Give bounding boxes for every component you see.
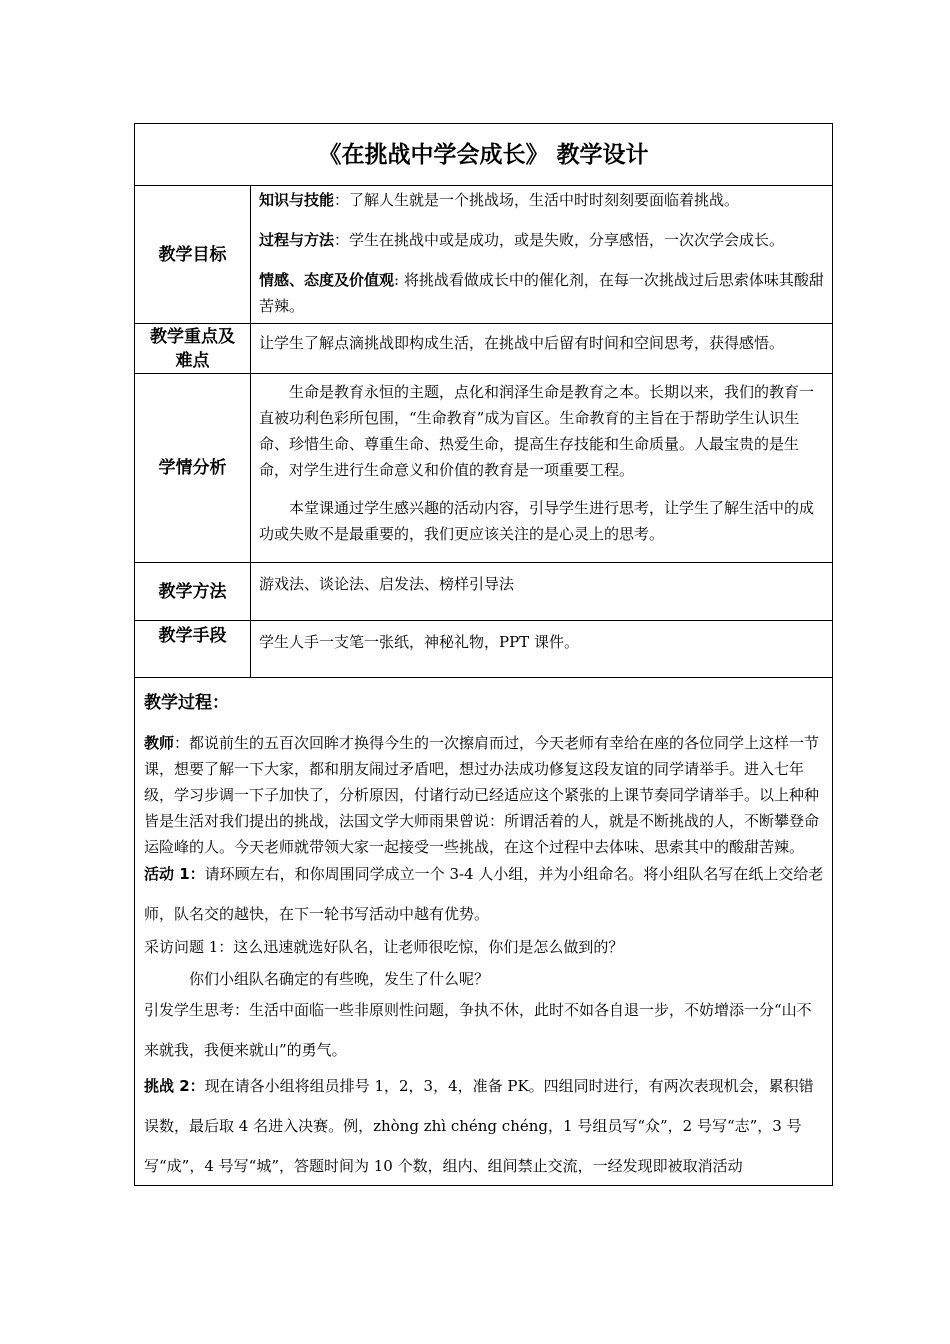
teacher-paragraph: 教师：都说前生的五百次回眸才换得今生的一次擦肩而过，今天老师有幸给在座的各位同学上这样一节课，想要了解一下大家，都和朋友闹过矛盾吧，想过办法成功修复这段友谊的同学请举手。进入七年级，学习步调一下子加快了，分析原因，付诸行动已经适应这个紧张的上课节奏同学请举手。以上种种皆是生活对我们提出的挑战，法国文学大师雨果曾说：所谓活着的人，就是不断挑战的人，不断攀登命运险峰的人。今天老师就带领大家一起接受一些挑战，在这个过程中去体味、思索其中的酸甜苦辣。 [144, 734, 820, 856]
key-points-content: 让学生了解点滴挑战即构成生活，在挑战中后留有时间和空间思考，获得感悟。 [259, 334, 785, 352]
challenge-2: 挑战 2：现在请各小组将组员排号 1，2，3，4，准备 PK。四组同时进行，有两次表现机会，累积错误数，最后取 4 名进入决赛。例，zhòng zhì chéng chéng，1 号组员写“众”，2 号写“志”，3 号写“成”，4 号写“城”，答题时间为 10 个数，组内、组间禁止交流，一经发现即被取消活动 [144, 1077, 814, 1175]
analysis-row [135, 374, 832, 563]
objectives-row [135, 186, 832, 324]
process-section [135, 678, 832, 1185]
process-heading: 教学过程： [144, 693, 229, 713]
activity-1: 活动 1：请环顾左右，和你周围同学成立一个 3-4 人小组，并为小组命名。将小组队名写在纸上交给老师，队名交的越快，在下一轮书写活动中越有优势。 [144, 865, 824, 923]
methods-content: 游戏法、谈论法、启发法、榜样引导法 [259, 575, 515, 593]
analysis-content [251, 374, 832, 562]
means-content: 学生人手一支笔一张纸，神秘礼物，PPT 课件。 [259, 633, 579, 651]
analysis-paragraph: 本堂课通过学生感兴趣的活动内容，引导学生进行思考，让学生了解生活中的成功或失败不是最重要的，我们更应该关注的是心灵上的思考。 [259, 499, 815, 543]
objective-item: 情感、态度及价值观: 将挑战看做成长中的催化剂，在每一次挑战过后思索体味其酸甜苦辣。 [259, 271, 824, 315]
analysis-paragraph: 生命是教育永恒的主题，点化和润泽生命是教育之本。长期以来，我们的教育一直被功利色彩所包围，“生命教育”成为盲区。生命教育的主旨在于帮助学生认识生命、珍惜生命、尊重生命、热爱生命，提高生存技能和生命质量。人最宝贵的是生命，对学生进行生命意义和价值的教育是一项重要工程。 [259, 383, 815, 479]
key-points-label: 教学重点及 难点 [135, 324, 251, 373]
key-points-row [135, 324, 832, 374]
means-label: 教学手段 [135, 621, 251, 677]
objectives-label: 教学目标 [135, 186, 251, 323]
lesson-plan-table [134, 123, 833, 1186]
interview-question-2: 你们小组队名确定的有些晚，发生了什么呢？ [189, 970, 490, 988]
interview-question: 采访问题 1：这么迅速就选好队名，让老师很吃惊，你们是怎么做到的？ [144, 938, 624, 956]
methods-row [135, 563, 832, 621]
means-row [135, 621, 832, 678]
analysis-label: 学情分析 [135, 374, 251, 562]
methods-label: 教学方法 [135, 563, 251, 620]
objective-item: 过程与方法：学生在挑战中或是成功，或是失败，分享感悟，一次次学会成长。 [259, 231, 785, 249]
objectives-content [251, 186, 832, 323]
reflection-paragraph: 引发学生思考：生活中面临一些非原则性问题，争执不休，此时不如各自退一步，不妨增添一分“山不来就我，我便来就山”的勇气。 [144, 1001, 812, 1059]
title-row [135, 124, 832, 186]
objective-item: 知识与技能：了解人生就是一个挑战场，生活中时时刻刻要面临着挑战。 [259, 191, 740, 209]
page-title: 《在挑战中学会成长》 教学设计 [318, 142, 649, 168]
